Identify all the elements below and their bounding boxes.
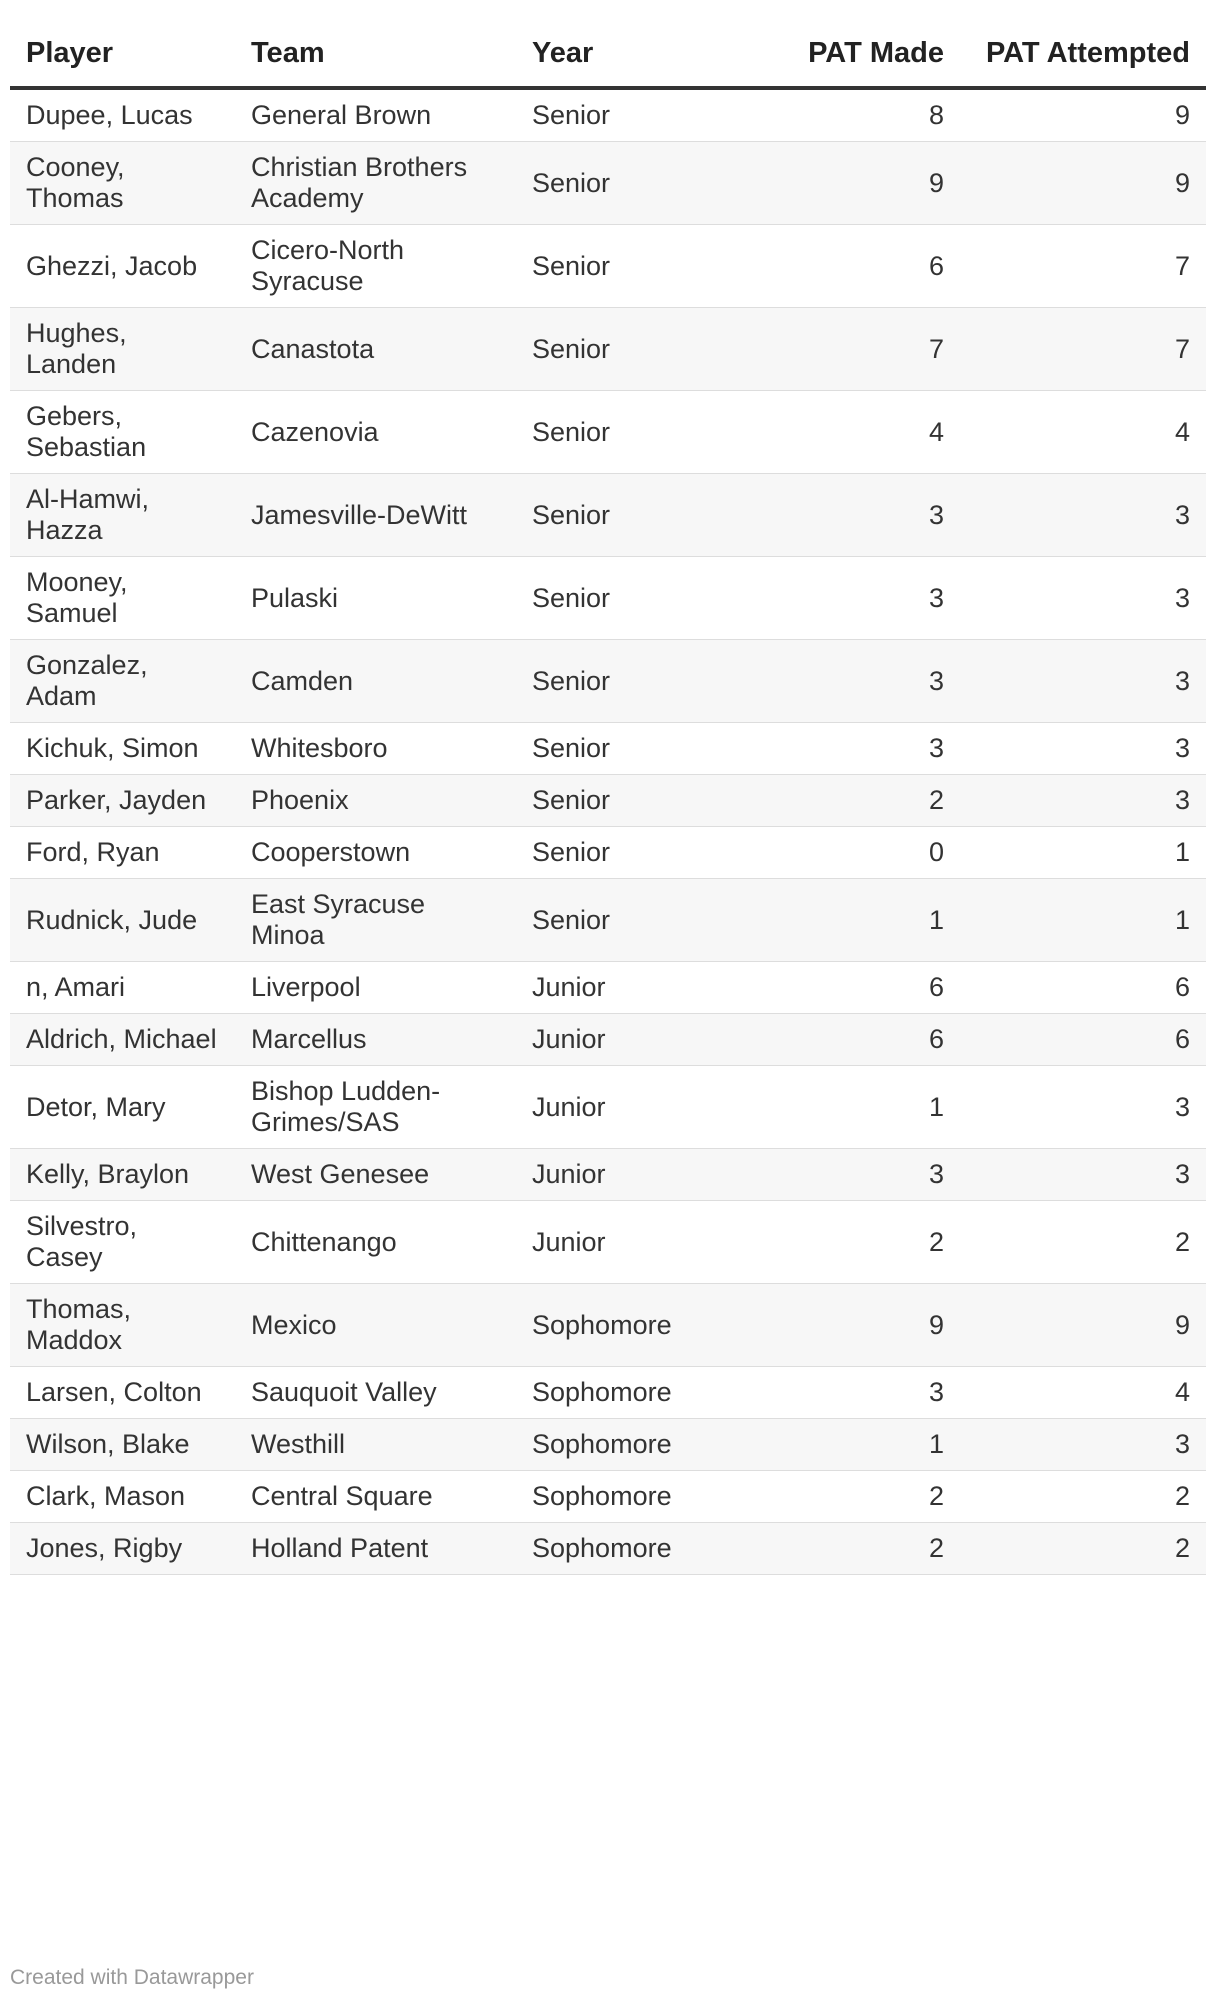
table-row [10,879,1206,962]
table-row [10,723,1206,775]
year-cell: Senior [516,474,746,557]
team-cell: Westhill [235,1419,516,1471]
pat-attempted-cell: 4 [960,1367,1206,1419]
player-cell: Aldrich, Michael [10,1014,235,1066]
pat-made-cell: 2 [746,1471,960,1523]
pat-attempted-cell: 3 [960,1419,1206,1471]
pat-attempted-cell: 1 [960,827,1206,879]
player-cell: Thomas, Maddox [10,1284,235,1367]
player-cell: Wilson, Blake [10,1419,235,1471]
pat-made-cell: 1 [746,879,960,962]
pat-made-cell: 2 [746,775,960,827]
year-cell: Senior [516,827,746,879]
pat-attempted-cell: 7 [960,308,1206,391]
player-cell: Kelly, Braylon [10,1149,235,1201]
year-cell: Senior [516,723,746,775]
pat-made-cell: 0 [746,827,960,879]
team-cell: East Syracuse Minoa [235,879,516,962]
year-cell: Junior [516,1014,746,1066]
pat-attempted-cell: 3 [960,723,1206,775]
pat-made-cell: 3 [746,1149,960,1201]
team-cell: Cicero-North Syracuse [235,225,516,308]
column-header-pat-made[interactable]: PAT Made [746,36,960,88]
year-cell: Senior [516,557,746,640]
player-cell: Ghezzi, Jacob [10,225,235,308]
table-row [10,1014,1206,1066]
pat-made-cell: 6 [746,1014,960,1066]
table-row [10,391,1206,474]
column-header-player[interactable]: Player [10,36,235,88]
table-row [10,827,1206,879]
team-cell: Camden [235,640,516,723]
player-cell: Rudnick, Jude [10,879,235,962]
pat-made-cell: 1 [746,1419,960,1471]
year-cell: Sophomore [516,1419,746,1471]
table-row [10,557,1206,640]
pat-attempted-cell: 2 [960,1201,1206,1284]
pat-attempted-cell: 2 [960,1471,1206,1523]
pat-attempted-cell: 3 [960,1149,1206,1201]
pat-attempted-cell: 9 [960,1284,1206,1367]
datawrapper-credit: Created with Datawrapper [10,1966,254,1989]
table-row [10,474,1206,557]
pat-attempted-cell: 4 [960,391,1206,474]
table-row [10,1066,1206,1149]
team-cell: Sauquoit Valley [235,1367,516,1419]
pat-made-cell: 3 [746,474,960,557]
team-cell: Marcellus [235,1014,516,1066]
pat-made-cell: 4 [746,391,960,474]
team-cell: Jamesville-DeWitt [235,474,516,557]
pat-attempted-cell: 2 [960,1523,1206,1575]
table-row [10,1149,1206,1201]
year-cell: Senior [516,640,746,723]
player-cell: Gonzalez, Adam [10,640,235,723]
year-cell: Junior [516,1149,746,1201]
player-cell: Jones, Rigby [10,1523,235,1575]
player-cell: Clark, Mason [10,1471,235,1523]
year-cell: Senior [516,879,746,962]
table-row [10,1523,1206,1575]
player-cell: Gebers, Sebastian [10,391,235,474]
team-cell: Cooperstown [235,827,516,879]
pat-attempted-cell: 6 [960,962,1206,1014]
team-cell: West Genesee [235,1149,516,1201]
table-row [10,640,1206,723]
pat-made-cell: 3 [746,640,960,723]
pat-attempted-cell: 9 [960,88,1206,142]
team-cell: Whitesboro [235,723,516,775]
year-cell: Junior [516,962,746,1014]
player-cell: Dupee, Lucas [10,88,235,142]
player-cell: Larsen, Colton [10,1367,235,1419]
team-cell: Central Square [235,1471,516,1523]
table-row [10,775,1206,827]
pat-made-cell: 6 [746,225,960,308]
table-row [10,308,1206,391]
team-cell: General Brown [235,88,516,142]
player-cell: Ford, Ryan [10,827,235,879]
table-row [10,1367,1206,1419]
pat-stats-table [10,36,1206,1575]
team-cell: Liverpool [235,962,516,1014]
table-row [10,1201,1206,1284]
team-cell: Canastota [235,308,516,391]
player-cell: Parker, Jayden [10,775,235,827]
table-row [10,1471,1206,1523]
table-row [10,225,1206,308]
player-cell: Kichuk, Simon [10,723,235,775]
pat-attempted-cell: 1 [960,879,1206,962]
column-header-pat-attempted[interactable]: PAT Attempted [960,36,1206,88]
year-cell: Senior [516,142,746,225]
pat-made-cell: 8 [746,88,960,142]
year-cell: Senior [516,391,746,474]
table-row [10,1419,1206,1471]
pat-attempted-cell: 3 [960,640,1206,723]
team-cell: Christian Brothers Academy [235,142,516,225]
player-cell: n, Amari [10,962,235,1014]
pat-made-cell: 9 [746,142,960,225]
year-cell: Senior [516,88,746,142]
year-cell: Junior [516,1066,746,1149]
pat-made-cell: 6 [746,962,960,1014]
pat-made-cell: 3 [746,723,960,775]
pat-made-cell: 1 [746,1066,960,1149]
pat-made-cell: 3 [746,557,960,640]
year-cell: Sophomore [516,1284,746,1367]
pat-made-cell: 7 [746,308,960,391]
year-cell: Senior [516,775,746,827]
year-cell: Sophomore [516,1367,746,1419]
pat-attempted-cell: 3 [960,1066,1206,1149]
pat-attempted-cell: 3 [960,775,1206,827]
year-cell: Sophomore [516,1523,746,1575]
column-header-team[interactable]: Team [235,36,516,88]
team-cell: Holland Patent [235,1523,516,1575]
pat-attempted-cell: 7 [960,225,1206,308]
pat-attempted-cell: 3 [960,474,1206,557]
pat-made-cell: 9 [746,1284,960,1367]
pat-made-cell: 2 [746,1201,960,1284]
pat-made-cell: 3 [746,1367,960,1419]
team-cell: Cazenovia [235,391,516,474]
table-body [10,88,1206,1575]
player-cell: Detor, Mary [10,1066,235,1149]
team-cell: Chittenango [235,1201,516,1284]
column-header-year[interactable]: Year [516,36,746,88]
pat-attempted-cell: 6 [960,1014,1206,1066]
player-cell: Cooney, Thomas [10,142,235,225]
pat-attempted-cell: 9 [960,142,1206,225]
player-cell: Silvestro, Casey [10,1201,235,1284]
pat-attempted-cell: 3 [960,557,1206,640]
team-cell: Mexico [235,1284,516,1367]
team-cell: Pulaski [235,557,516,640]
pat-made-cell: 2 [746,1523,960,1575]
player-cell: Hughes, Landen [10,308,235,391]
table-row [10,1284,1206,1367]
team-cell: Bishop Ludden-Grimes/SAS [235,1066,516,1149]
team-cell: Phoenix [235,775,516,827]
table-row [10,962,1206,1014]
year-cell: Senior [516,225,746,308]
player-cell: Al-Hamwi, Hazza [10,474,235,557]
table-row [10,142,1206,225]
year-cell: Senior [516,308,746,391]
table-row [10,88,1206,142]
table-header-row [10,36,1206,88]
year-cell: Junior [516,1201,746,1284]
player-cell: Mooney, Samuel [10,557,235,640]
year-cell: Sophomore [516,1471,746,1523]
